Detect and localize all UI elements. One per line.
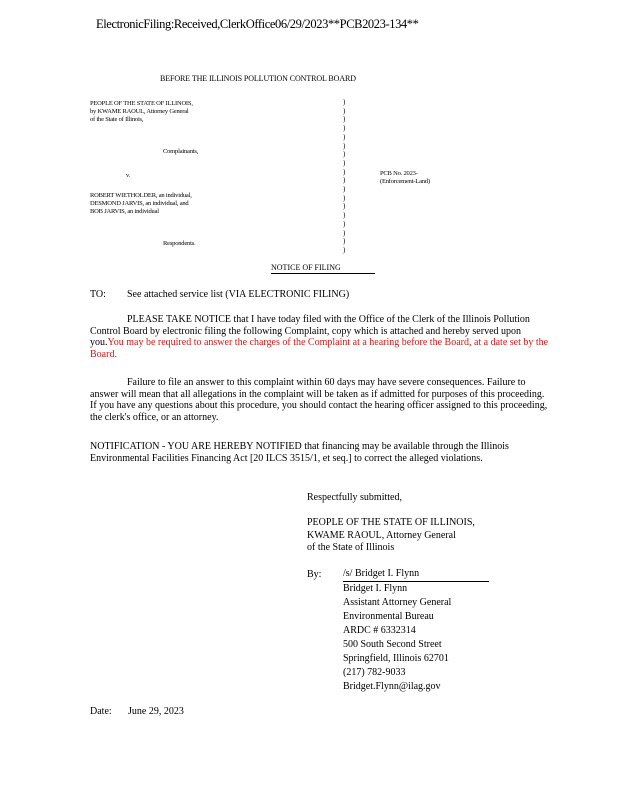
respondent-line: BOB JARVIS, an individual xyxy=(90,208,159,215)
party-line: of the State of Illinois xyxy=(307,542,395,554)
failure-paragraph xyxy=(90,377,550,423)
email-link[interactable]: Bridget.Flynn@ilag.gov xyxy=(343,681,441,692)
paren: ) xyxy=(343,124,346,133)
party-line: KWAME RAOUL, Attorney General xyxy=(307,529,456,541)
respondent-line: ROBERT WIETHOLDER, an individual, xyxy=(90,192,192,199)
complainant-line: of the State of Illinois, xyxy=(90,116,144,123)
case-number: PCB No. 2023- xyxy=(380,170,418,177)
signature-line xyxy=(343,568,489,582)
complainant-line: by KWAME RAOUL, Attorney General xyxy=(90,108,189,115)
paren: ) xyxy=(343,106,346,115)
to-text: See attached service list (VIA ELECTRONIC FILING) xyxy=(127,289,350,300)
paren: ) xyxy=(343,132,346,141)
notification-paragraph: NOTIFICATION - YOU ARE HEREBY NOTIFIED that financing may be available through the Illinois Environmental Facilities Financing Act [20 ILCS 3515/1, et seq.] to correct the alleged violations. xyxy=(90,441,509,464)
respondent-line: DESMOND JARVIS, an individual, and xyxy=(90,200,189,207)
paren: ) xyxy=(343,193,346,202)
paren: ) xyxy=(343,167,346,176)
complainants-label: Complainants, xyxy=(163,148,199,155)
detail-line: Environmental Bureau xyxy=(343,611,434,622)
versus-label: v. xyxy=(126,172,131,179)
signed-name: /s/ Bridget I. Flynn xyxy=(343,568,489,582)
detail-line: Springfield, Illinois 62701 xyxy=(343,653,449,664)
paren: ) xyxy=(343,202,346,211)
paren: ) xyxy=(343,185,346,194)
paren: ) xyxy=(343,211,346,220)
case-number-block xyxy=(380,170,430,186)
paren: ) xyxy=(343,115,346,124)
detail-line: (217) 782-9033 xyxy=(343,667,406,678)
complainant-line: PEOPLE OF THE STATE OF ILLINOIS, xyxy=(90,100,193,107)
notice-warning-text: You may be required to answer the charges of the Complaint at a hearing before the Board, at a date set by the Board. xyxy=(90,337,549,360)
caption-parentheses xyxy=(343,98,345,255)
filing-stamp: ElectronicFiling:Received,ClerkOffice06/29/2023**PCB2023-134** xyxy=(96,17,419,31)
signing-party xyxy=(307,517,475,555)
closing: Respectfully submitted, xyxy=(307,492,402,503)
paren: ) xyxy=(343,158,346,167)
failure-text: Failure to file an answer to this complaint within 60 days may have severe consequences. Failure to answer will mean that all allegations in the complaint will be taken as if admitted for purposes of this proceeding. If you have any questions about this procedure, you should contact the hearing officer assigned to this proceeding, the clerk's office, or an attorney. xyxy=(90,377,548,423)
complainant-block xyxy=(90,100,193,124)
detail-line: 500 South Second Street xyxy=(343,639,442,650)
paren: ) xyxy=(343,245,346,254)
paren: ) xyxy=(343,141,346,150)
notice-title: NOTICE OF FILING xyxy=(271,263,375,274)
paren: ) xyxy=(343,237,346,246)
attorney-details xyxy=(343,582,451,694)
detail-line: Bridget I. Flynn xyxy=(343,583,408,594)
respondent-block xyxy=(90,192,192,216)
paren: ) xyxy=(343,176,346,185)
to-label: TO: xyxy=(90,289,106,300)
paren: ) xyxy=(343,98,346,106)
paren: ) xyxy=(343,219,346,228)
by-label: By: xyxy=(307,569,322,580)
respondents-label: Respondents. xyxy=(163,240,196,247)
party-line: PEOPLE OF THE STATE OF ILLINOIS, xyxy=(307,517,475,528)
notice-paragraph xyxy=(90,314,550,360)
date-label: Date: xyxy=(90,706,112,717)
paren: ) xyxy=(343,150,346,159)
paren: ) xyxy=(343,228,346,237)
notice-text: PLEASE TAKE NOTICE that I have today filed with the Office of the Clerk of the Illinois Pollution Control Board by electronic filing the following Complaint, copy which is attached and hereby served upon you. xyxy=(90,314,530,349)
date-value: June 29, 2023 xyxy=(128,706,184,717)
court-title: BEFORE THE ILLINOIS POLLUTION CONTROL BOARD xyxy=(160,74,356,83)
detail-line: Assistant Attorney General xyxy=(343,597,452,608)
detail-line: ARDC # 6332314 xyxy=(343,625,416,636)
case-type: (Enforcement-Land) xyxy=(380,178,430,185)
